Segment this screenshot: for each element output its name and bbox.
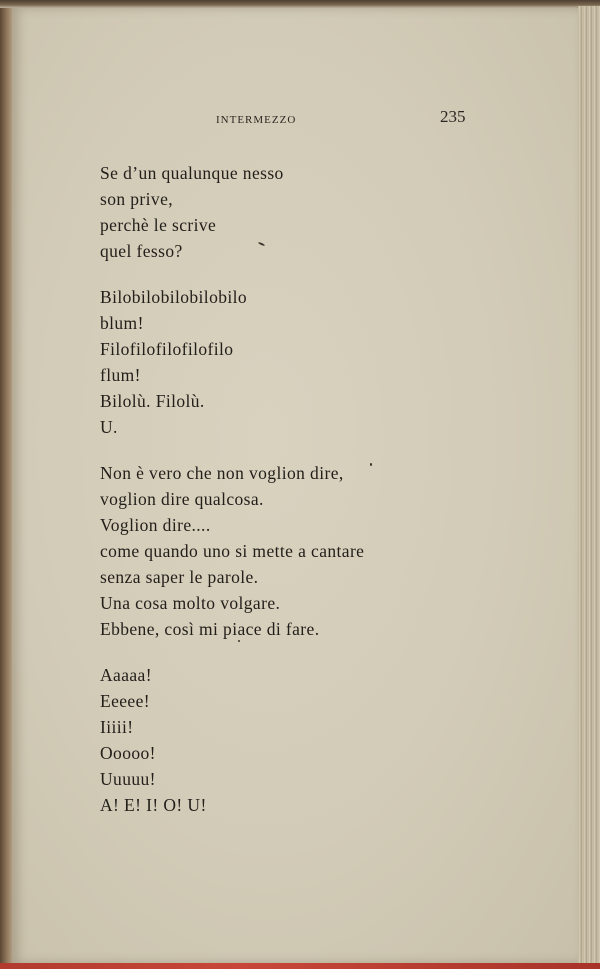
verse-line: Ebbene, così mi piace di fare. (100, 619, 320, 639)
verse-line: Eeeee! (100, 691, 150, 711)
verse-line: blum! (100, 313, 144, 333)
verse-line: Voglion dire.... (100, 515, 211, 535)
stanza-4 (100, 662, 364, 818)
top-page-edge (0, 0, 600, 8)
verse-line: Filofilofilofilofilo (100, 339, 234, 359)
verse-line: Bilobilobilobilobilo (100, 287, 248, 307)
verse-line: Iiiii! (100, 717, 134, 737)
verse-line: Una cosa molto volgare. (100, 593, 281, 613)
verse-line: U. (100, 417, 118, 437)
red-cover-edge (0, 963, 600, 969)
running-title: INTERMEZZO (216, 114, 297, 126)
verse-line: Bilolù. Filolù. (100, 391, 205, 411)
page-stack-edge (577, 6, 600, 964)
verse-line: Uuuuu! (100, 769, 156, 789)
poem (100, 160, 364, 838)
stanza-1 (100, 160, 364, 264)
verse-line: voglion dire qualcosa. (100, 489, 264, 509)
verse-line: son prive, (100, 189, 174, 209)
verse-line: quel fesso? (100, 241, 183, 261)
verse-line: A! E! I! O! U! (100, 795, 207, 815)
verse-line: come quando uno si mette a cantare (100, 541, 365, 561)
verse-line: perchè le scrive (100, 215, 217, 235)
page-number: 235 (440, 107, 466, 126)
verse-line: Se d’un qualunque nesso (100, 163, 284, 183)
stanza-2 (100, 284, 364, 440)
stanza-3 (100, 460, 364, 642)
paper-speck (238, 640, 240, 642)
verse-line: flum! (100, 365, 141, 385)
verse-line: Aaaaa! (100, 665, 152, 685)
paper-speck (370, 463, 372, 466)
verse-line: Ooooo! (100, 743, 156, 763)
verse-line: Non è vero che non voglion dire, (100, 463, 344, 483)
book-page (12, 8, 578, 963)
verse-line: senza saper le parole. (100, 567, 259, 587)
